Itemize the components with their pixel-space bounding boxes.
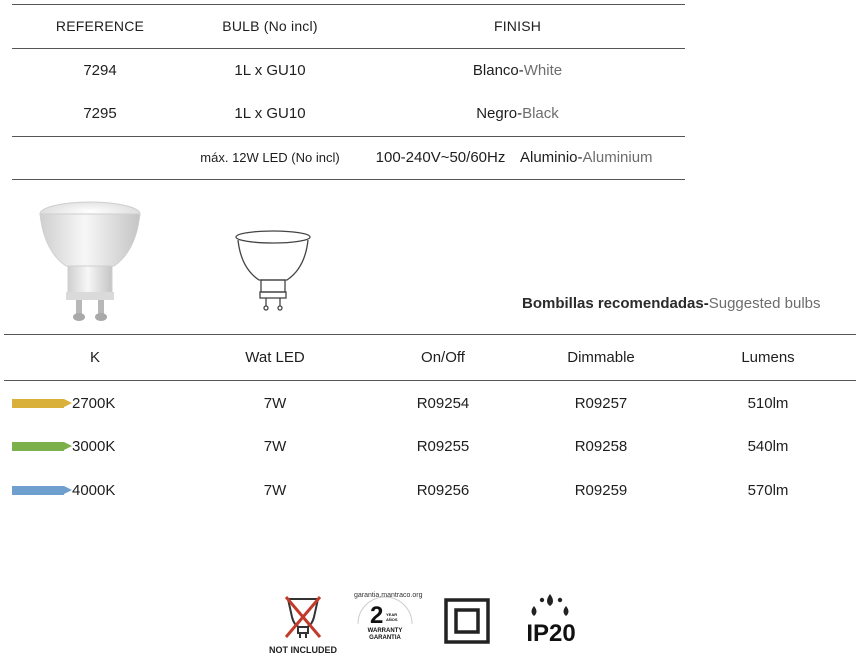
divider: [12, 4, 685, 5]
warranty-label-en: WARRANTY: [367, 628, 403, 634]
material-spec: Aluminio-Aluminium: [520, 149, 653, 166]
watt-cell: 7W: [263, 438, 287, 455]
gu10-bulb-outline-icon: [233, 228, 313, 312]
header-lumens: Lumens: [741, 349, 795, 366]
header-onoff: On/Off: [421, 349, 465, 366]
lumens-cell: 510lm: [747, 395, 789, 412]
double-insulation-icon: [444, 598, 490, 644]
ip20-icon: [520, 592, 582, 652]
bulb-cell: 1L x GU10: [234, 62, 306, 79]
warranty-url: garantia.mantraco.org: [354, 592, 423, 599]
dimmable-cell: R09259: [574, 482, 628, 499]
finish-cell: Negro-Black: [476, 105, 559, 122]
divider: [4, 380, 856, 381]
onoff-cell: R09256: [416, 482, 470, 499]
watt-cell: 7W: [263, 395, 287, 412]
lumens-cell: 570lm: [747, 482, 789, 499]
warranty-label-es: GARANTIA: [369, 635, 401, 641]
warranty-icon: [352, 590, 423, 652]
onoff-cell: R09255: [416, 438, 470, 455]
divider: [4, 334, 856, 335]
reference-cell: 7294: [83, 62, 117, 79]
dimmable-cell: R09257: [574, 395, 628, 412]
onoff-cell: R09254: [416, 395, 470, 412]
header-finish: FINISH: [493, 18, 542, 34]
reference-cell: 7295: [83, 105, 117, 122]
power-spec: máx. 12W LED (No incl): [200, 150, 340, 165]
finish-cell: Blanco-White: [472, 62, 563, 79]
kelvin-cell: 4000K: [72, 482, 116, 499]
header-k: K: [89, 349, 100, 366]
kelvin-cell: 3000K: [72, 438, 116, 455]
header-watt: Wat LED: [245, 349, 305, 366]
ip-rating-label: IP20: [526, 620, 576, 647]
header-dimmable: Dimmable: [567, 349, 635, 366]
header-reference: REFERENCE: [55, 18, 145, 34]
watt-cell: 7W: [263, 482, 287, 499]
divider: [12, 179, 685, 180]
color-temp-swatch: [12, 442, 64, 451]
warranty-years: 2: [370, 602, 384, 629]
divider: [12, 48, 685, 49]
bulb-cell: 1L x GU10: [234, 105, 306, 122]
color-temp-swatch: [12, 399, 64, 408]
divider: [12, 136, 685, 137]
header-bulb: BULB (No incl): [222, 18, 318, 34]
recommended-bulbs-label: Bombillas recomendadas-Suggested bulbs: [522, 295, 821, 312]
voltage-spec: 100-240V~50/60Hz: [375, 149, 506, 166]
gu10-bulb-photo: [36, 196, 144, 324]
not-included-icon: [262, 595, 344, 657]
dimmable-cell: R09258: [574, 438, 628, 455]
color-temp-swatch: [12, 486, 64, 495]
not-included-label: NOT INCLUDED: [269, 645, 337, 655]
lumens-cell: 540lm: [747, 438, 789, 455]
warranty-years-small: YEAR AÑOS: [386, 612, 398, 622]
kelvin-cell: 2700K: [72, 395, 116, 412]
